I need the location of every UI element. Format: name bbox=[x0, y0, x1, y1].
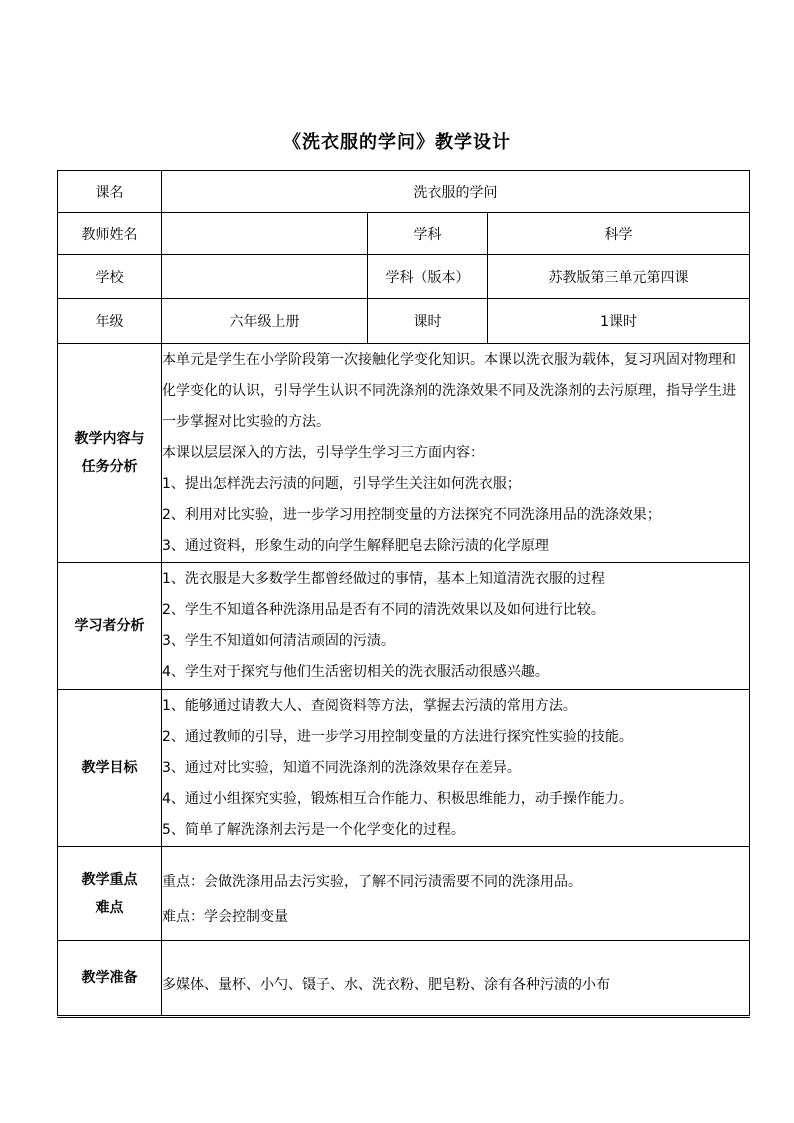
grade-row bbox=[58, 299, 750, 344]
key-point-line: 重点：会做洗涤用品去污实验，了解不同污渍需要不同的洗涤用品。 bbox=[162, 873, 582, 890]
content-analysis-line: 本课以层层深入的方法，引导学生学习三方面内容： bbox=[162, 444, 484, 461]
document-title: 《洗衣服的学问》教学设计 bbox=[283, 132, 511, 153]
grade-value: 六年级上册 bbox=[162, 299, 368, 344]
content-analysis-line: 3、通过资料，形象生动的向学生解释肥皂去除污渍的化学原理 bbox=[162, 537, 549, 554]
learner-analysis-line: 1、洗衣服是大多数学生都曾经做过的事情，基本上知道清洗衣服的过程 bbox=[162, 571, 605, 587]
course-row bbox=[58, 171, 750, 213]
edition-label: 学科（版本） bbox=[368, 255, 488, 299]
preparation-text bbox=[162, 941, 750, 1017]
objectives-label: 教学目标 bbox=[58, 690, 162, 847]
content-analysis-line: 2、利用对比实验，进一步学习用控制变量的方法探究不同洗涤用品的洗涤效果； bbox=[162, 506, 661, 523]
learner-analysis-line: 4、学生对于探究与他们生活密切相关的洗衣服活动很感兴趣。 bbox=[162, 664, 549, 680]
key-points-label-line2: 难点 bbox=[95, 899, 124, 916]
subject-label: 学科 bbox=[368, 213, 488, 255]
objectives-text bbox=[162, 690, 750, 847]
learner-analysis-text bbox=[162, 563, 750, 690]
edition-value: 苏教版第三单元第四课 bbox=[488, 255, 750, 299]
course-name-label: 课名 bbox=[58, 171, 162, 213]
lesson-plan-table bbox=[57, 170, 750, 1018]
learner-analysis-line: 3、学生不知道如何清洁顽固的污渍。 bbox=[162, 633, 395, 649]
learner-analysis-label: 学习者分析 bbox=[58, 563, 162, 690]
difficulty-line: 难点：学会控制变量 bbox=[162, 908, 288, 925]
teacher-name-value bbox=[162, 213, 368, 255]
objective-line: 5、简单了解洗涤剂去污是一个化学变化的过程。 bbox=[162, 821, 465, 838]
objective-line: 1、能够通过请教大人、查阅资料等方法，掌握去污渍的常用方法。 bbox=[162, 697, 577, 714]
content-analysis-label-line2: 任务分析 bbox=[81, 459, 138, 475]
school-row bbox=[58, 255, 750, 299]
preparation-label: 教学准备 bbox=[58, 941, 162, 1017]
objectives-row bbox=[58, 690, 750, 847]
key-points-row bbox=[58, 847, 750, 941]
key-points-label bbox=[58, 847, 162, 941]
key-points-label-line1: 教学重点 bbox=[81, 871, 138, 888]
grade-label: 年级 bbox=[58, 299, 162, 344]
learner-analysis-line: 2、学生不知道各种洗涤用品是否有不同的清洗效果以及如何进行比较。 bbox=[162, 602, 605, 618]
period-value: 1课时 bbox=[488, 299, 750, 344]
content-analysis-label-line1: 教学内容与 bbox=[74, 431, 145, 447]
key-points-text bbox=[162, 847, 750, 941]
content-analysis-label bbox=[58, 344, 162, 563]
preparation-row bbox=[58, 941, 750, 1017]
objective-line: 3、通过对比实验，知道不同洗涤剂的洗涤效果存在差异。 bbox=[162, 759, 521, 776]
course-name-value: 洗衣服的学问 bbox=[162, 171, 750, 213]
school-value bbox=[162, 255, 368, 299]
content-analysis-row bbox=[58, 344, 750, 563]
teacher-row bbox=[58, 213, 750, 255]
subject-value: 科学 bbox=[488, 213, 750, 255]
objective-line: 4、通过小组探究实验，锻炼相互合作能力、积极思维能力，动手操作能力。 bbox=[162, 790, 633, 807]
preparation-line: 多媒体、量杯、小勺、镊子、水、洗衣粉、肥皂粉、涂有各种污渍的小布 bbox=[162, 976, 610, 993]
learner-analysis-row bbox=[58, 563, 750, 690]
period-label: 课时 bbox=[368, 299, 488, 344]
content-analysis-line: 1、提出怎样洗去污渍的问题，引导学生关注如何洗衣服； bbox=[162, 475, 521, 492]
school-label: 学校 bbox=[58, 255, 162, 299]
teacher-name-label: 教师姓名 bbox=[58, 213, 162, 255]
content-analysis-text bbox=[162, 344, 750, 563]
content-analysis-intro: 本单元是学生在小学阶段第一次接触化学变化知识。本课以洗衣服为载体，复习巩固对物理和化学变化的认识，引导学生认识不同洗涤剂的洗涤效果不同及洗涤剂的去污原理，指导学生进一步掌握对比实验的方法。 bbox=[162, 351, 736, 430]
objective-line: 2、通过教师的引导，进一步学习用控制变量的方法进行探究性实验的技能。 bbox=[162, 728, 633, 745]
